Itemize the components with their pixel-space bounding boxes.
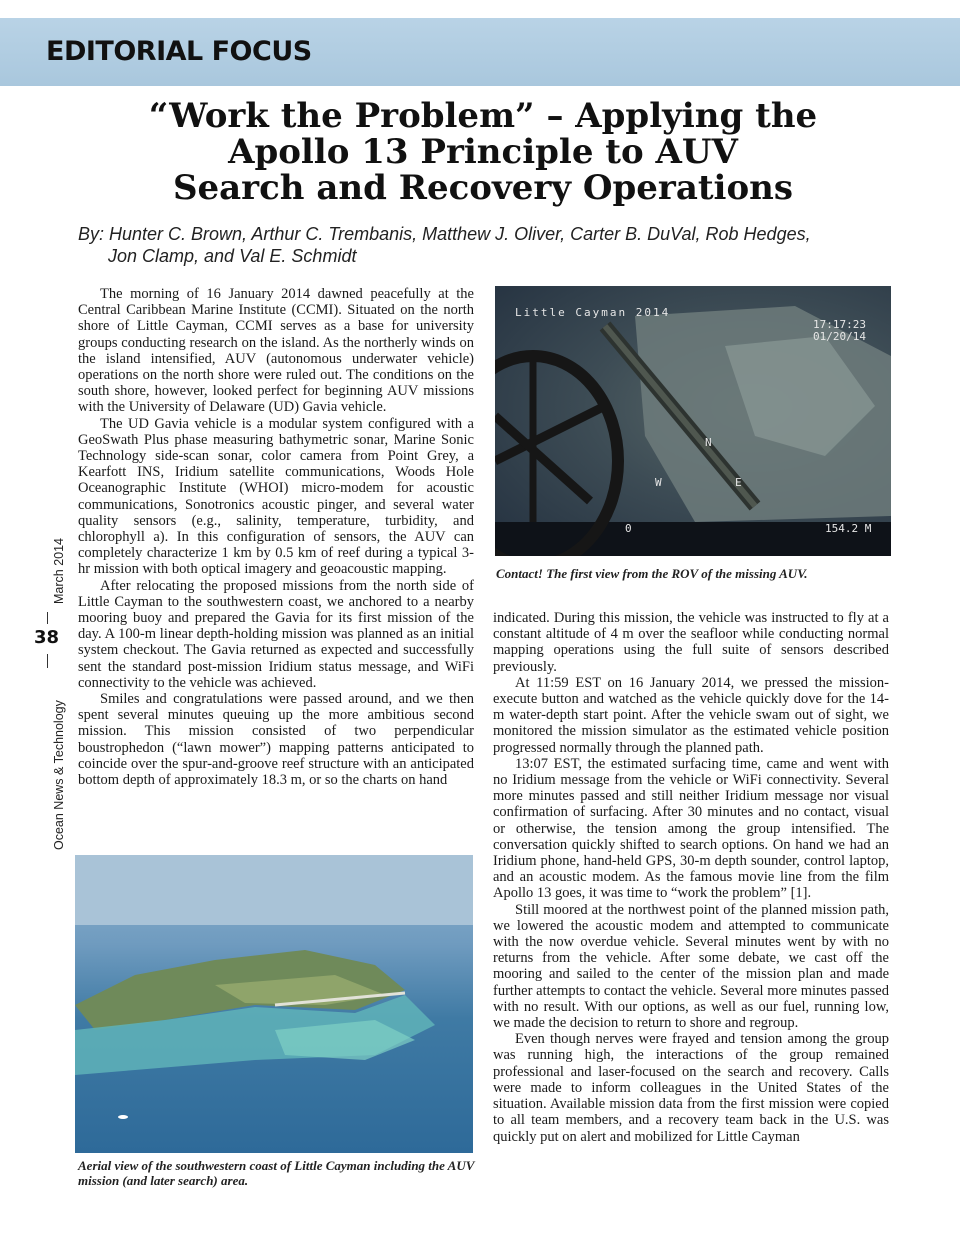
title-line: Search and Recovery Operations	[172, 168, 794, 208]
rov-compass-e: E	[735, 476, 742, 489]
paragraph: 13:07 EST, the estimated surfacing time, came and went with no Iridium message from the vehicle or WiFi connectivity. Several more minutes passed and still neither Iridium message nor visual confirmation of surfacing. After 30 minutes and no contact, visual or otherwise, the tension among the group intensified. The conversation quickly shifted to search options. On hand we had an Iridium phone, hand-held GPS, 30-m depth sounder, control laptop, and an acoustic modem. As the famous movie line from the film Apollo 13 goes, it was time to “work the problem” [1].	[493, 755, 889, 902]
aerial-photo	[75, 855, 473, 1153]
sky-haze	[75, 855, 473, 925]
rov-location-label: Little Cayman 2014	[515, 306, 671, 319]
issue-month: March 2014	[52, 537, 66, 604]
page-number: 38	[34, 627, 60, 648]
paragraph: Even though nerves were frayed and tension among the group was running high, the interactions of the group remained professional and laser-focused on the search and recovery. Calls were made to inform colleagues in the United States of the situation. Available mission data from the first mission were copied to all team members, and a recovery team back in the U.S. was quickly put on alert and mobilized for Little Cayman	[493, 1031, 889, 1145]
paragraph: The morning of 16 January 2014 dawned peacefully at the Central Caribbean Marine Institute (CCMI). Situated on the north shore of Little Cayman, CCMI serves as a base for university groups conducting research on the island. As the northerly winds on the island intensified, AUV (autonomous underwater vehicle) operations on the north shore were ruled out. The conditions on the south shore, however, looked perfect for beginning AUV missions with the University of Delaware (UD) Gavia vehicle.	[78, 286, 474, 416]
rov-photo-caption: Contact! The first view from the ROV of the missing AUV.	[496, 566, 808, 581]
article-title	[60, 98, 906, 206]
paragraph: At 11:59 EST on 16 January 2014, we pressed the mission-execute button and watched as the vehicle quickly dove for the 14-m water-depth start point. After the vehicle swam out of sight, we monitored the mission simulator as the estimated vehicle position progressed normally through the planned path.	[493, 674, 889, 756]
byline-line: By: Hunter C. Brown, Arthur C. Trembanis, Matthew J. Oliver, Carter B. DuVal, Rob Hedges,	[78, 224, 811, 244]
aerial-scene	[75, 855, 473, 1153]
rov-time-label: 17:17:23	[813, 318, 866, 331]
paragraph: The UD Gavia vehicle is a modular system configured with a GeoSwath Plus phase measuring bathymetric sonar, Marine Sonic Technology side-scan sonar, color camera from Point Grey, a Kearfott INS, Iridium satellite communications, Woods Hole Oceanographic Institute (WHOI) micro-modem for acoustic communications, Sonotronics acoustic pinger, and several water quality sensors (e.g., salinity, temperature, turbidity, and chlorophyll a). In this configuration of sensors, the AUV can completely characterize 1 km by 0.5 km of reef during a typical 3-hr mission with both optical imagery and geoacoustic mapping.	[78, 415, 474, 578]
sidebar-divider	[47, 654, 48, 668]
right-column	[493, 610, 889, 1190]
rov-compass-w: W	[655, 476, 662, 489]
rov-photo	[495, 286, 891, 556]
rov-range-label: 154.2 M	[825, 522, 872, 535]
rov-date-label: 01/20/14	[813, 330, 866, 343]
journal-name: Ocean News & Technology	[52, 700, 66, 850]
paragraph: Still moored at the northwest point of the planned mission path, we lowered the acoustic modem and attempted to communicate with the now overdue vehicle. Several minutes went by with no returns from the vehicle. After some debate, we cast off the mooring and sailed to the center of the mission plan and made further attempts to contact the vehicle. Several more minutes passed with no result. With our options, as well as our fuel, running low, we made the decision to return to shore and regroup.	[493, 901, 889, 1032]
section-label: EDITORIAL FOCUS	[46, 36, 312, 67]
rov-scene	[495, 286, 891, 556]
sidebar-divider	[47, 612, 48, 624]
paragraph: After relocating the proposed missions from the north side of Little Cayman to the southwestern coast, we anchored to a nearby mooring buoy and prepared the Gavia for its first mission of the day. A 100-m linear depth-holding mission was planned as an initial system checkout. The Gavia returned as expected and successfully sent the standard post-mission Iridium status message, and WiFi connectivity to the vehicle was achieved.	[78, 577, 474, 691]
title-line: Apollo 13 Principle to AUV	[228, 132, 738, 172]
page-sidebar	[22, 520, 66, 860]
rov-compass-n: N	[705, 436, 712, 449]
boat-wake	[118, 1115, 128, 1119]
title-line: “Work the Problem” – Applying the	[148, 96, 818, 136]
aerial-photo-caption: Aerial view of the southwestern coast of Little Cayman including the AUV mission (and later search) area.	[78, 1158, 475, 1188]
rov-zero-label: 0	[625, 522, 632, 535]
byline	[78, 223, 898, 267]
paragraph: Smiles and congratulations were passed around, and we then spent several minutes queuing up the more ambitious second mission. This mission consisted of two perpendicular boustrophedon (“lawn mower”) mapping patterns anticipated to coincide over the spur-and-groove reef structure with an anticipated bottom depth of approximately 18.3 m, or so the charts on hand	[78, 691, 474, 789]
left-column	[78, 286, 474, 838]
paragraph: indicated. During this mission, the vehicle was instructed to fly at a constant altitude of 4 m over the seafloor while conducting normal mapping operations using the full suite of sensors described previously.	[493, 610, 889, 675]
byline-line: Jon Clamp, and Val E. Schmidt	[108, 246, 357, 266]
section-header-band	[0, 18, 960, 86]
